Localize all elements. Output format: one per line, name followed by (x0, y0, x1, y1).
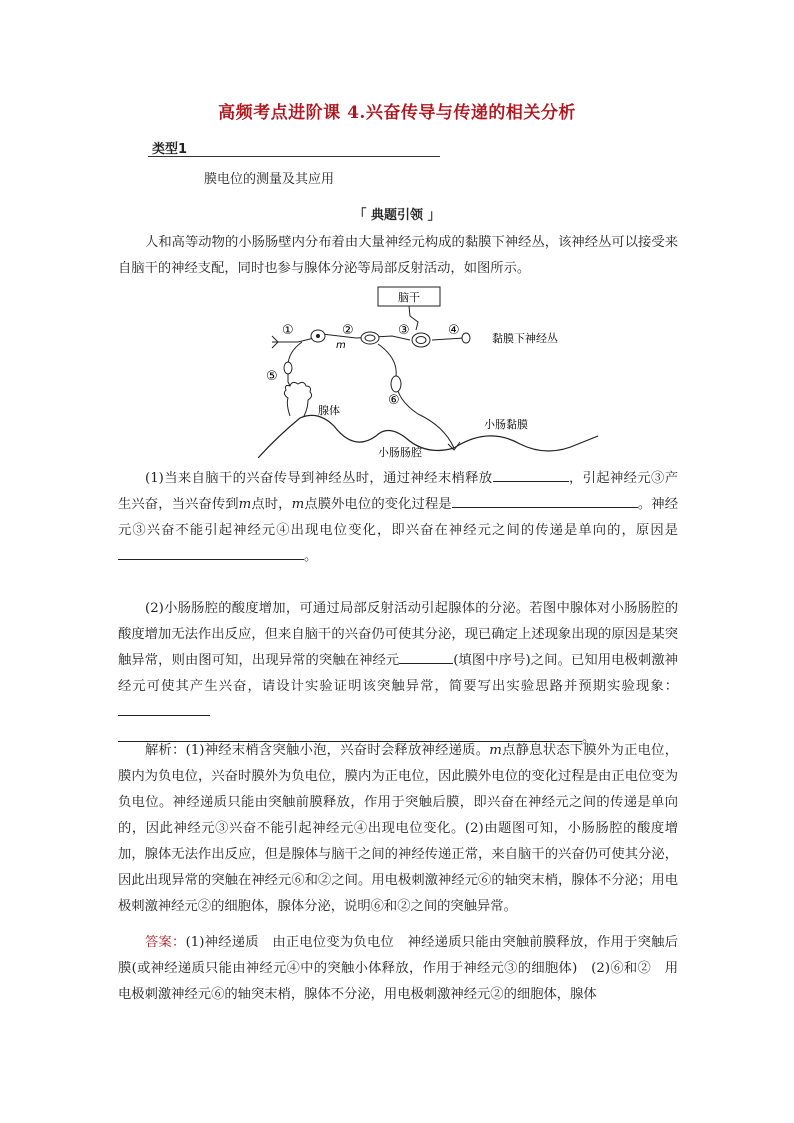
label-1: ① (282, 323, 294, 338)
analysis-paragraph: 解析：(1)神经末梢含突触小泡，兴奋时会释放神经递质。m点静息状态下膜外为正电位，膜内为负电位，兴奋时膜外为负电位，膜内为正电位，因此膜外电位的变化过程是由正电位变为负电位。神经递质只能由突触前膜释放，作用于突触后膜，即兴奋在神经元之间的传递是单向的，因此神经元③兴奋不能引起神经元④出现电位变化。(2)由题图可知，小肠肠腔的酸度增加，腺体无法作出反应，但是腺体与脑干之间的神经传递正常，来自脑干的兴奋仍可使其分泌，因此出现异常的突触在神经元⑥和②之间。用电极刺激神经元⑥的轴突末梢，腺体不分泌；用电极刺激神经元②的细胞体，腺体分泌，说明⑥和②之间的突触异常。 (118, 743, 679, 914)
brainstem-label: 脑干 (398, 291, 420, 304)
neuron-5-body (284, 362, 292, 374)
answer-blank-4[interactable] (399, 649, 453, 664)
answer-blank-2[interactable] (452, 493, 638, 508)
label-3: ③ (398, 323, 410, 338)
plexus-label: 黏膜下神经丛 (492, 332, 558, 345)
question-2: (2)小肠肠腔的酸度增加，可通过局部反射活动引起腺体的分泌。若图中腺体对小肠肠腔的酸度增加无法作出反应，但来自脑干的兴奋仍可使其分泌，现已确定上述现象出现的原因是某突触异常，则由图可知，出现异常的突触在神经元 (填图中序号)之间。已知用电极刺激神经元可使其产生兴奋，请设计实验证明该突触异常，简要写出实验思路并预期实验现象： 。 (118, 601, 679, 746)
topic-subtitle: 膜电位的测量及其应用 (204, 172, 335, 187)
label-4: ④ (448, 323, 460, 338)
gland-label: 腺体 (318, 404, 340, 417)
answer-blank-3[interactable] (118, 545, 304, 560)
lumen-label: 小肠肠腔 (378, 446, 422, 458)
section-heading: 「 典题引领 」 (353, 208, 441, 223)
neuron-4-terminal (462, 333, 470, 343)
neuron-6-body (391, 376, 401, 392)
type-divider (148, 156, 440, 157)
point-m-label: m (336, 340, 346, 351)
type-label: 类型1 (152, 142, 188, 157)
answer-label: 答案： (145, 935, 186, 950)
intro-paragraph: 人和高等动物的小肠肠壁内分布着由大量神经元构成的黏膜下神经丛，该神经丛可以接受来自脑干的神经支配，同时也参与腺体分泌等局部反射活动，如图所示。 (118, 235, 678, 276)
gland-shape (284, 382, 311, 416)
label-5: ⑤ (266, 369, 278, 384)
label-6: ⑥ (388, 393, 400, 408)
neuron-3-body (412, 333, 430, 347)
enteric-nerve-diagram (258, 286, 598, 458)
neuron-2-body (361, 332, 379, 344)
page-title: 高频考点进阶课 4.兴奋传导与传递的相关分析 (218, 103, 576, 123)
mucosa-label: 小肠黏膜 (484, 418, 528, 431)
label-2: ② (342, 323, 354, 338)
answer-paragraph: 答案：(1)神经递质 由正电位变为负电位 神经递质只能由突触前膜释放，作用于突触后膜(或神经递质只能由神经元④中的突触小体释放，作用于神经元③的细胞体) (2)⑥和② 用电极刺激神经元⑥的轴突末梢，腺体不分泌，用电极刺激神经元②的细胞体，腺体 (118, 935, 678, 1002)
answer-blank-5[interactable] (118, 701, 210, 716)
question-1: (1)当来自脑干的兴奋传导到神经丛时，通过神经末梢释放 ，引起神经元③产生兴奋，当兴奋传到m点时，m点膜外电位的变化过程是 。神经元③兴奋不能引起神经元④出现电位变化，即兴奋在神经元之间的传递是单向的，原因是。 (118, 466, 678, 570)
answer-blank-1[interactable] (493, 467, 569, 482)
mucosa-wave (258, 415, 598, 458)
